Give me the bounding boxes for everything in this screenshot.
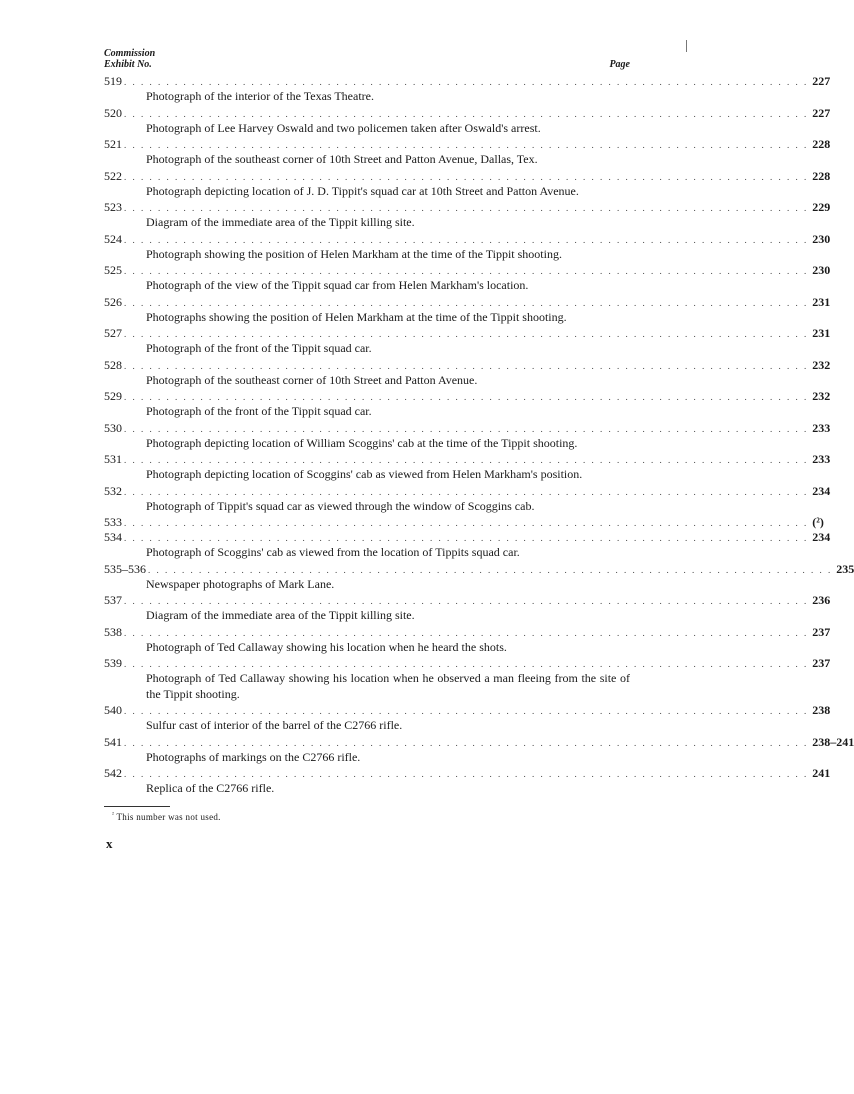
entry-row [104,452,831,467]
exhibit-number: 531 [104,452,122,466]
exhibit-description: Photograph depicting location of William Scoggins' cab at the time of the Tippit shooting. [146,435,578,450]
exhibit-entry [104,452,831,484]
page-number: 237 [812,624,831,639]
exhibit-entry [104,656,831,703]
page-number: (²) [812,515,824,529]
exhibit-description: Photograph of Lee Harvey Oswald and two policemen taken after Oswald's arrest. [146,120,541,135]
exhibit-entry [104,137,831,169]
exhibit-number: 522 [104,168,122,183]
exhibit-description: Newspaper photographs of Mark Lane. [146,576,335,591]
exhibit-number: 535–536 [104,561,146,576]
entry-row [104,734,854,750]
exhibit-entry [104,593,831,625]
exhibit-description: Photograph of the southeast corner of 10th Street and Patton Avenue, Dallas, Tex. [146,152,538,166]
footnote-rule [104,806,170,807]
page-number: 232 [812,389,831,403]
leader-dots: . . . . . . . . . . . . . . . . . . . . . . . . . . . . . . . . . . . . . . . . . . . . . . . . . . . . . . . . . . . . . . . . . . . . . . . . . . . . . . . . . [124,140,809,150]
exhibit-entry [104,231,831,264]
page-folio: x [106,835,113,851]
leader-dots: . . . . . . . . . . . . . . . . . . . . . . . . . . . . . . . . . . . . . . . . . . . . . . . . . . . . . . . . . . . . . . . . . . . . . . . . . . . . . . . . . [124,329,809,339]
exhibit-description: Diagram of the immediate area of the Tippit killing site. [146,215,415,229]
exhibit-description: Sulfur cast of interior of the barrel of the C2766 rifle. [146,718,403,732]
leader-dots: . . . . . . . . . . . . . . . . . . . . . . . . . . . . . . . . . . . . . . . . . . . . . . . . . . . . . . . . . . . . . . . . . . . . . . . . . . . . . . . . . [124,77,809,87]
page-number: 227 [812,74,831,88]
exhibit-entry [104,420,831,453]
exhibit-entry [104,263,831,295]
exhibit-entry [104,483,831,516]
leader-dots: . . . . . . . . . . . . . . . . . . . . . . . . . . . . . . . . . . . . . . . . . . . . . . . . . . . . . . . . . . . . . . . . . . . . . . . . . . . . . . . . . [124,423,809,434]
exhibit-number: 540 [104,703,122,717]
leader-dots: . . . . . . . . . . . . . . . . . . . . . . . . . . . . . . . . . . . . . . . . . . . . . . . . . . . . . . . . . . . . . . . . . . . . . . . . . . . . . . . . . [124,455,809,465]
exhibit-entry [104,105,831,138]
entry-row [104,389,831,404]
exhibit-number: 528 [104,357,122,372]
entry-row [104,168,831,184]
exhibit-number: 525 [104,263,122,277]
exhibit-number: 529 [104,389,122,403]
leader-dots: . . . . . . . . . . . . . . . . . . . . . . . . . . . . . . . . . . . . . . . . . . . . . . . . . . . . . . . . . . . . . . . . . . . . . . . . . . . . . . . . . [124,171,809,182]
page-number: 234 [812,530,831,544]
column-header [104,48,630,74]
exhibit-number: 524 [104,231,122,246]
footnote-text: This number was not used. [116,811,221,822]
exhibit-entry [104,515,824,530]
page-number: 229 [812,200,831,214]
exhibit-description: Photographs of markings on the C2766 rifle. [146,749,361,764]
page-number: 227 [812,105,831,120]
leader-dots: . . . . . . . . . . . . . . . . . . . . . . . . . . . . . . . . . . . . . . . . . . . . . . . . . . . . . . . . . . . . . . . . . . . . . . . . . . . . . . . . . [124,234,809,245]
exhibit-entry [104,766,831,798]
exhibit-description: Photograph depicting location of J. D. Tippit's squad car at 10th Street and Patton Avenue. [146,183,579,198]
exhibit-number: 539 [104,656,122,670]
exhibit-entry [104,389,831,421]
leader-dots: . . . . . . . . . . . . . . . . . . . . . . . . . . . . . . . . . . . . . . . . . . . . . . . . . . . . . . . . . . . . . . . . . . . . . . . . . . . . . . . . . [124,518,809,528]
entry-row [104,263,831,278]
exhibit-description: Diagram of the immediate area of the Tippit killing site. [146,608,415,622]
exhibit-number-heading [104,48,155,70]
exhibit-entry [104,530,831,562]
leader-dots: . . . . . . . . . . . . . . . . . . . . . . . . . . . . . . . . . . . . . . . . . . . . . . . . . . . . . . . . . . . . . . . . . . . . . . . . . . . . . . . . . [148,564,833,575]
entry-row [104,593,831,608]
page-number: 236 [812,593,831,607]
heading-line-2: Exhibit No. [104,59,152,70]
exhibit-number: 527 [104,326,122,340]
exhibit-number: 533 [104,515,122,529]
page-number: 230 [812,231,831,246]
page-number: 231 [812,294,831,309]
entry-row [104,703,831,718]
exhibit-description: Photograph depicting location of Scoggins' cab as viewed from Helen Markham's position. [146,467,583,481]
leader-dots: . . . . . . . . . . . . . . . . . . . . . . . . . . . . . . . . . . . . . . . . . . . . . . . . . . . . . . . . . . . . . . . . . . . . . . . . . . . . . . . . . [124,737,809,748]
exhibit-number: 530 [104,420,122,435]
exhibit-entry [104,703,831,735]
exhibit-list [104,74,854,798]
exhibit-description: Photograph of the front of the Tippit squad car. [146,341,372,355]
entry-row [104,294,831,310]
exhibit-description: Photograph of the southeast corner of 10th Street and Patton Avenue. [146,372,478,387]
entry-row [104,530,831,545]
leader-dots: . . . . . . . . . . . . . . . . . . . . . . . . . . . . . . . . . . . . . . . . . . . . . . . . . . . . . . . . . . . . . . . . . . . . . . . . . . . . . . . . . [124,486,809,497]
exhibit-description: Photograph showing the position of Helen Markham at the time of the Tippit shooting. [146,246,562,261]
exhibit-entry [104,74,831,106]
page-number: 238 [812,703,831,717]
entry-row [104,137,831,152]
exhibit-entry [104,734,854,767]
leader-dots: . . . . . . . . . . . . . . . . . . . . . . . . . . . . . . . . . . . . . . . . . . . . . . . . . . . . . . . . . . . . . . . . . . . . . . . . . . . . . . . . . [124,203,809,213]
entry-row [104,766,831,781]
exhibit-entry [104,357,831,390]
exhibit-description: Photographs showing the position of Helen Markham at the time of the Tippit shooting. [146,309,567,324]
exhibit-entry [104,326,831,358]
entry-row [104,420,831,436]
leader-dots: . . . . . . . . . . . . . . . . . . . . . . . . . . . . . . . . . . . . . . . . . . . . . . . . . . . . . . . . . . . . . . . . . . . . . . . . . . . . . . . . . [124,266,809,276]
entry-row [104,200,831,215]
exhibit-description: Photograph of the front of the Tippit squad car. [146,404,372,418]
exhibit-number: 538 [104,624,122,639]
exhibit-entry [104,200,831,232]
entry-row [104,105,831,121]
page-number: 238–241 [812,734,854,749]
page-number: 233 [812,420,831,435]
leader-dots: . . . . . . . . . . . . . . . . . . . . . . . . . . . . . . . . . . . . . . . . . . . . . . . . . . . . . . . . . . . . . . . . . . . . . . . . . . . . . . . . . [124,360,809,371]
exhibit-number: 534 [104,530,122,544]
entry-row [104,74,831,89]
leader-dots: . . . . . . . . . . . . . . . . . . . . . . . . . . . . . . . . . . . . . . . . . . . . . . . . . . . . . . . . . . . . . . . . . . . . . . . . . . . . . . . . . [124,297,809,308]
exhibit-description: Photograph of Tippit's squad car as viewed through the window of Scoggins cab. [146,498,535,513]
page-number: 234 [812,483,831,498]
page-number: 237 [812,656,831,670]
heading-line-1: Commission [104,48,156,59]
leader-dots: . . . . . . . . . . . . . . . . . . . . . . . . . . . . . . . . . . . . . . . . . . . . . . . . . . . . . . . . . . . . . . . . . . . . . . . . . . . . . . . . . [124,392,809,402]
exhibit-number: 526 [104,294,122,309]
exhibit-number: 532 [104,483,122,498]
entry-row [104,326,831,341]
leader-dots: . . . . . . . . . . . . . . . . . . . . . . . . . . . . . . . . . . . . . . . . . . . . . . . . . . . . . . . . . . . . . . . . . . . . . . . . . . . . . . . . . [124,706,809,716]
leader-dots: . . . . . . . . . . . . . . . . . . . . . . . . . . . . . . . . . . . . . . . . . . . . . . . . . . . . . . . . . . . . . . . . . . . . . . . . . . . . . . . . . [124,596,809,606]
leader-dots: . . . . . . . . . . . . . . . . . . . . . . . . . . . . . . . . . . . . . . . . . . . . . . . . . . . . . . . . . . . . . . . . . . . . . . . . . . . . . . . . . [124,533,809,543]
entry-row [104,561,854,577]
entry-row [104,231,831,247]
exhibit-description: Photograph of Ted Callaway showing his location when he heard the shots. [146,639,507,654]
exhibit-description: Photograph of Ted Callaway showing his location when he observed a man fleeing from the site of the Tippit shooting. [146,671,630,701]
exhibit-entry [104,294,831,327]
exhibit-description: Photograph of the interior of the Texas Theatre. [146,89,374,103]
entry-row [104,483,831,499]
leader-dots: . . . . . . . . . . . . . . . . . . . . . . . . . . . . . . . . . . . . . . . . . . . . . . . . . . . . . . . . . . . . . . . . . . . . . . . . . . . . . . . . . [124,108,809,119]
leader-dots: . . . . . . . . . . . . . . . . . . . . . . . . . . . . . . . . . . . . . . . . . . . . . . . . . . . . . . . . . . . . . . . . . . . . . . . . . . . . . . . . . [124,659,809,669]
page-heading: Page [609,59,630,70]
page-number: 231 [812,326,831,340]
page-number: 228 [812,137,831,151]
exhibit-description: Photograph of Scoggins' cab as viewed from the location of Tippits squad car. [146,545,520,559]
footnote-marker: ² [112,811,115,818]
entry-row [104,624,831,640]
exhibit-number: 537 [104,593,122,607]
page-edge-mark [686,40,687,52]
footnote [112,812,630,822]
exhibit-number: 541 [104,734,122,749]
page-number: 228 [812,168,831,183]
exhibit-number: 523 [104,200,122,214]
exhibit-index-page [104,48,854,852]
exhibit-entry [104,561,854,594]
entry-row [104,357,831,373]
exhibit-entry [104,168,831,201]
exhibit-description: Photograph of the view of the Tippit squad car from Helen Markham's location. [146,278,529,292]
entry-row [104,515,824,530]
page-number: 233 [812,452,831,466]
exhibit-description: Replica of the C2766 rifle. [146,781,275,795]
leader-dots: . . . . . . . . . . . . . . . . . . . . . . . . . . . . . . . . . . . . . . . . . . . . . . . . . . . . . . . . . . . . . . . . . . . . . . . . . . . . . . . . . [124,769,809,779]
page-number: 230 [812,263,831,277]
exhibit-number: 521 [104,137,122,151]
leader-dots: . . . . . . . . . . . . . . . . . . . . . . . . . . . . . . . . . . . . . . . . . . . . . . . . . . . . . . . . . . . . . . . . . . . . . . . . . . . . . . . . . [124,627,809,638]
page-number: 241 [812,766,831,780]
exhibit-number: 542 [104,766,122,780]
exhibit-entry [104,624,831,657]
exhibit-number: 519 [104,74,122,88]
entry-row [104,656,831,671]
page-number: 235 [836,561,854,576]
page-number: 232 [812,357,831,372]
exhibit-number: 520 [104,105,122,120]
